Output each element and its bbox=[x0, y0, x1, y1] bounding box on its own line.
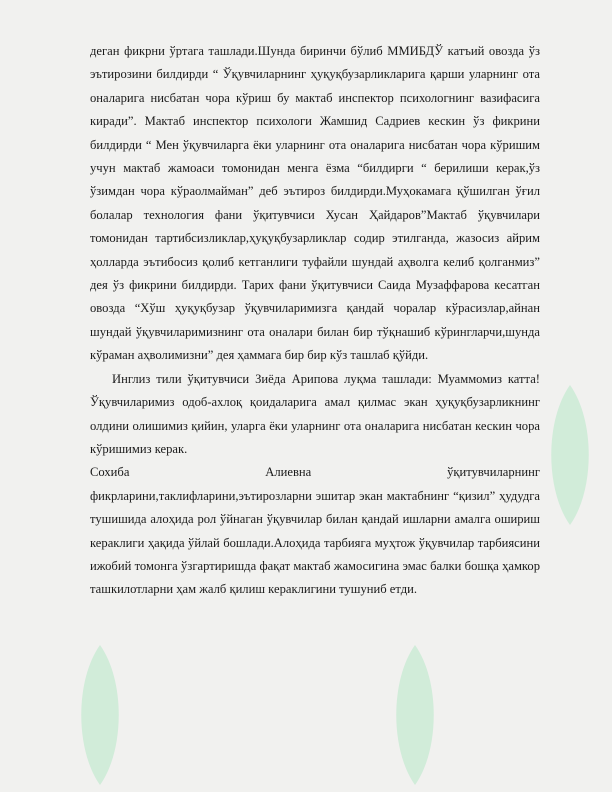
paragraph-discussion: деган фикрни ўртага ташлади.Шунда биринчи бўлиб ММИБДЎ катъий овозда ўз эътирозини билдирди “ Ўқувчиларнинг ҳуқуқбузарликларига қарши уларнинг ота оналарига нисбатан чора кўриш бу мактаб инспектор психологнинг вазифасига киради”. Мактаб инспектор психологи Жамшид Садриев кескин ўз фикрини билдирди “ Мен ўқувчиларга ёки уларнинг ота оналарига нисбатан чора кўришим учун мактаб жамоаси томонидан менга ёзма “билдирги “ берилиши керак,ўз ўзимдан чора кўраолмайман” деб эътироз билдирди.Муҳокамага қўшилган ўғил болалар технология фани ўқитувчиси Хусан Ҳайдаров”Мактаб ўқувчилари томонидан тартибсизликлар,ҳуқуқбузарликлар содир этилганда, жазосиз айрим ҳолларда эътибосиз қолиб кетганлиги туфайли шундай аҳволга келиб қолганмиз” дея ўз фикрини билдирди. Тарих фани ўқитувчиси Саида Музаффарова кесатган овозда “Хўш ҳуқуқбузар ўқувчиларимизга қандай чоралар кўрасизлар,айнан шундай ўқувчиларимизнинг ота оналари билан бир тўқнашиб кўрингларчи,шунда кўраман аҳволимизни” дея ҳаммага бир бир кўз ташлаб қўйди. bbox=[90, 44, 540, 363]
watermark-leaf-icon bbox=[70, 640, 130, 790]
word-teachers: ўқитувчиларнинг bbox=[447, 465, 540, 480]
word-sokhiba: Сохиба bbox=[90, 465, 130, 480]
paragraph-last-first-line bbox=[90, 461, 540, 484]
paragraph-last-rest: фикрларини,таклифларини,эътирозларни эшитар экан мактабнинг “қизил” ҳудудга тушишида алоҳида рол ўйнаган ўқувчилар билан қандай ишларни амалга ошириш кераклиги ҳақида ўйлай бошлади.Алоҳида тарбияга муҳтож ўқувчилар тарбиясини ижобий томонга ўзгартиришда фақат мактаб жамосигина эмас балки бошқа ҳамкор ташкилотларни ҳам жалб қилиш кераклигини тушуниб етди. bbox=[90, 488, 540, 597]
watermark-leaf-icon bbox=[385, 640, 445, 790]
document-body bbox=[90, 40, 540, 602]
word-alievna: Алиевна bbox=[265, 465, 312, 480]
watermark-leaf-icon bbox=[540, 380, 600, 530]
paragraph-english-teacher: Инглиз тили ўқитувчиси Зиёда Арипова луқма ташлади: Муаммомиз катта! Ўқувчиларимиз одоб-ахлоқ қоидаларига амал қилмас экан ҳуқуқбузарликнинг олдини олишимиз қийин, уларга ёки уларнинг ота оналарига нисбатан кескин чора кўришимиз керак. bbox=[90, 371, 540, 456]
